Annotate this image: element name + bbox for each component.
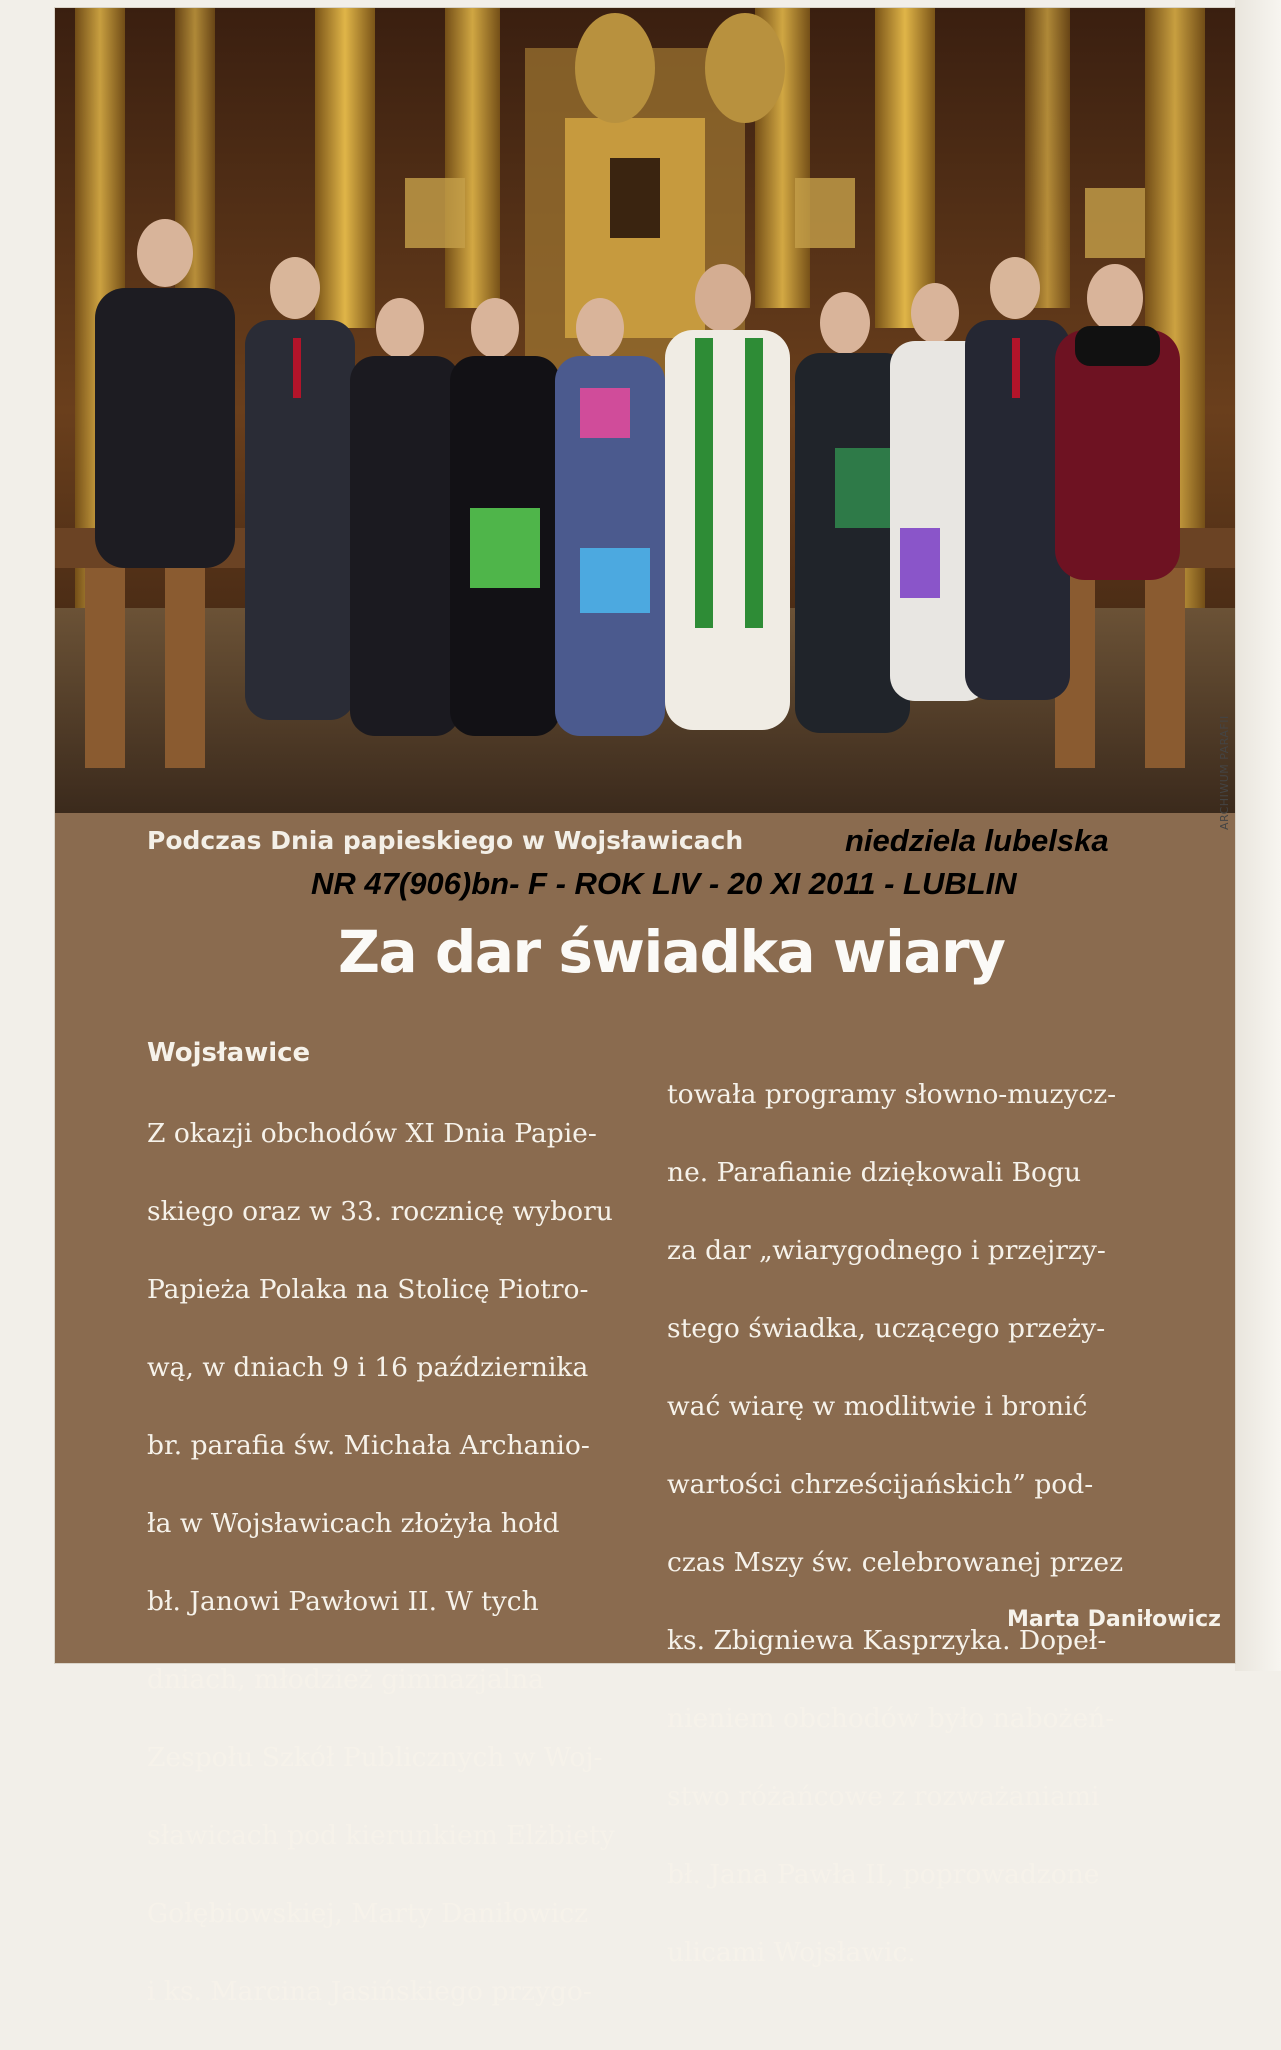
photo-credit: ARCHIWUM PARAFII <box>1218 715 1231 830</box>
text-line: czas Mszy św. celebrowanej przez <box>667 1547 1124 1578</box>
text-line: ulicami Wojsławic. <box>667 1937 916 1968</box>
photo-caption: Podczas Dnia papieskiego w Wojsławicach <box>147 826 744 855</box>
page-edge <box>1235 0 1281 1671</box>
text-line: sławicach pod kierunkiem Elżbiety <box>147 1820 615 1851</box>
article-headline: Za dar świadka wiary <box>338 918 1005 986</box>
text-line: br. parafia św. Michała Archanio- <box>147 1430 590 1461</box>
text-line: towała programy słowno-muzycz- <box>667 1079 1117 1110</box>
church-group-photo <box>55 8 1235 813</box>
text-line: stego świadka, uczącego przeży- <box>667 1313 1106 1344</box>
text-line: za dar „wiarygodnego i przejrzy- <box>667 1235 1106 1266</box>
text-line: bł. Janowi Pawłowi II. W tych <box>147 1586 539 1617</box>
article-column-right <box>667 1036 1187 2011</box>
publication-stamp: niedziela lubelska <box>845 823 1109 858</box>
text-line: skiego oraz w 33. rocznicę wyboru <box>147 1196 613 1227</box>
article-column-left <box>147 1075 667 2050</box>
text-line: ks. Zbigniewa Kasprzyka. Dopeł- <box>667 1625 1107 1656</box>
text-line: wać wiarę w modlitwie i bronić <box>667 1391 1088 1422</box>
text-line: Gołębiowskiej, Marty Daniłowicz <box>147 1898 589 1929</box>
text-line: wartości chrześcijańskich” pod- <box>667 1469 1094 1500</box>
text-line: wą, w dniach 9 i 16 października <box>147 1352 589 1383</box>
newspaper-clipping <box>55 8 1235 2007</box>
text-line: Z okazji obchodów XI Dnia Papie- <box>147 1118 597 1149</box>
text-line: ne. Parafianie dziękowali Bogu <box>667 1157 1082 1188</box>
text-line: nieniem obchodów było nabożeń- <box>667 1703 1115 1734</box>
issue-stamp: NR 47(906)bn- F - ROK LIV - 20 XI 2011 - LUBLIN <box>311 866 1017 901</box>
text-line: Zespołu Szkół Publicznych w Woj- <box>147 1742 603 1773</box>
article-place: Wojsławice <box>147 1038 311 1068</box>
text-line: ła w Wojsławicach złożyła hołd <box>147 1508 560 1539</box>
text-line: stwo różańcowe z rozważaniami <box>667 1781 1100 1812</box>
text-line: bł. Jana Pawła II, poprowadzone <box>667 1859 1100 1890</box>
text-line: Papieża Polaka na Stolicę Piotro- <box>147 1274 589 1305</box>
text-line: dniach, młodzież gimnazjalna <box>147 1664 544 1695</box>
text-line: i ks. Marcina Jasińskiego przygo- <box>147 1976 592 2007</box>
article-author: Marta Daniłowicz <box>1007 1607 1221 1632</box>
